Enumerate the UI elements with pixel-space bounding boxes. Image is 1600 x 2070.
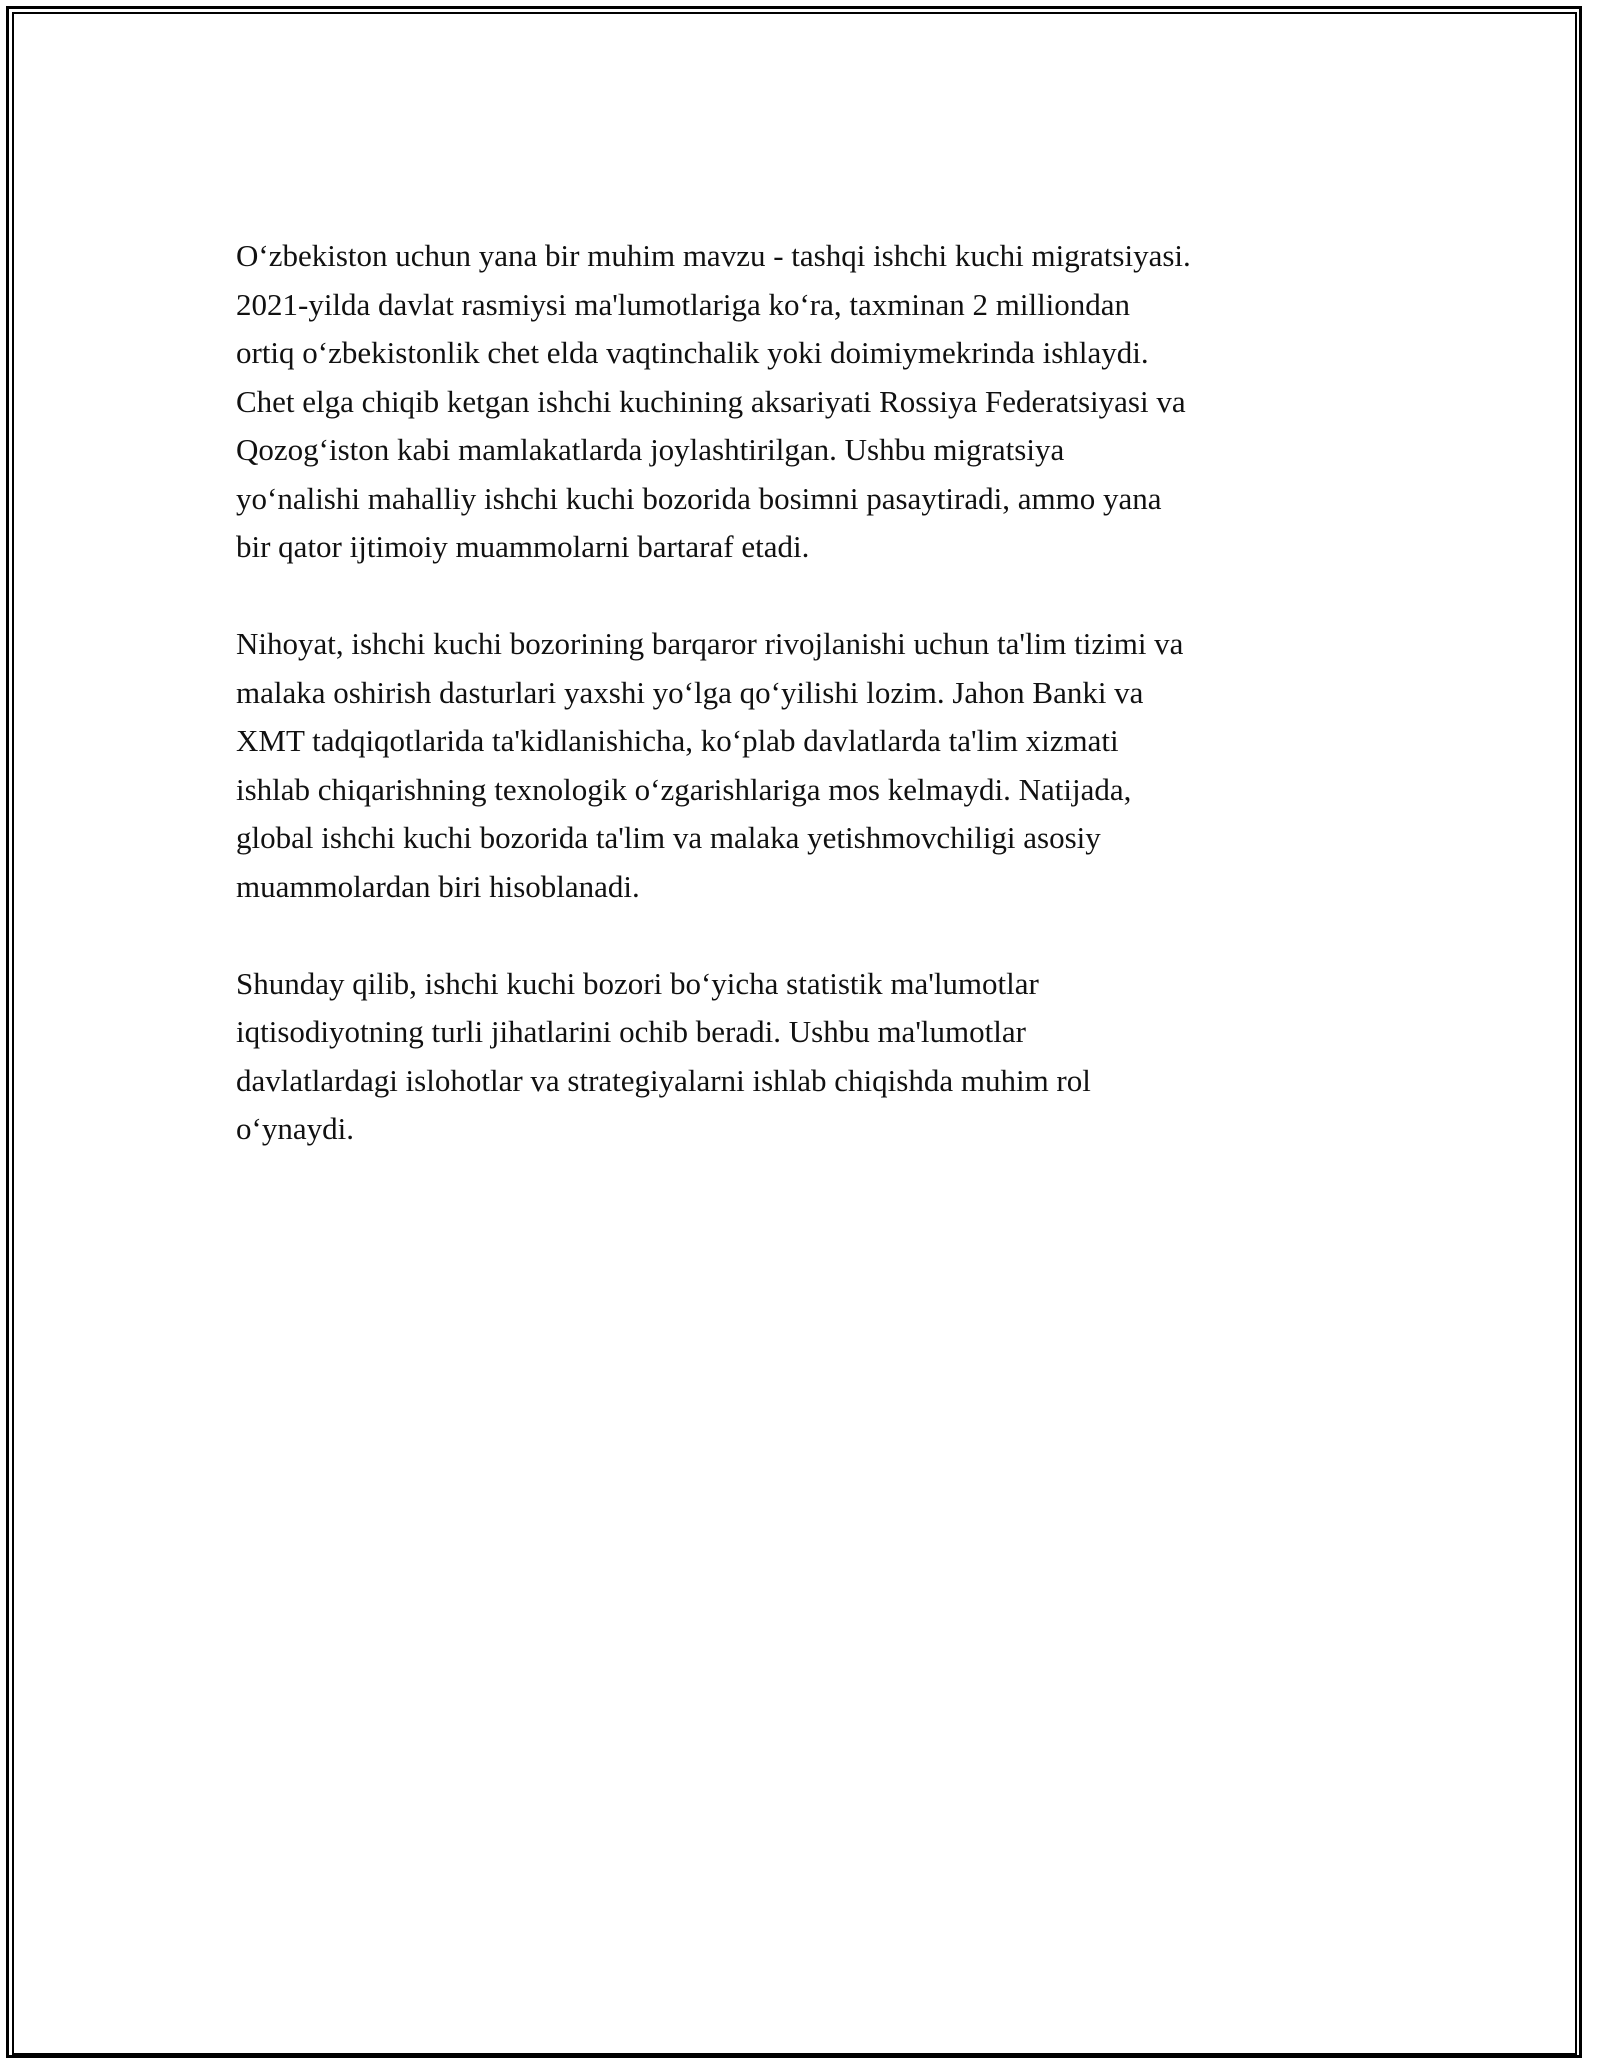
document-body	[236, 232, 1386, 1202]
paragraph-education: Nihoyat, ishchi kuchi bozorining barqaror rivojlanishi uchun ta'lim tizimi va malaka oshirish dasturlari yaxshi yoʻlga qoʻyilishi lozim. Jahon Banki va XMT tadqiqotlarida ta'kidlanishicha, koʻplab davlatlarda ta'lim xizmati ishlab chiqarishning texnologik oʻzgarishlariga mos kelmaydi. Natijada, global ishchi kuchi bozorida ta'lim va malaka yetishmovchiligi asosiy muammolardan biri hisoblanadi.	[236, 626, 1184, 904]
paragraph-migration: Oʻzbekiston uchun yana bir muhim mavzu - tashqi ishchi kuchi migratsiyasi. 2021-yilda davlat rasmiysi ma'lumotlariga koʻra, taxminan 2 milliondan ortiq oʻzbekistonlik chet elda vaqtinchalik yoki doimiymekrinda ishlaydi. Chet elga chiqib ketgan ishchi kuchining aksariyati Rossiya Federatsiyasi va Qozogʻiston kabi mamlakatlarda joylashtirilgan. Ushbu migratsiya yoʻnalishi mahalliy ishchi kuchi bozorida bosimni pasaytiradi, ammo yana bir qator ijtimoiy muammolarni bartaraf etadi.	[236, 238, 1191, 564]
paragraph-conclusion: Shunday qilib, ishchi kuchi bozori boʻyicha statistik ma'lumotlar iqtisodiyotning turli jihatlarini ochib beradi. Ushbu ma'lumotlar davlatlardagi islohotlar va strategiyalarni ishlab chiqishda muhim rol oʻynaydi.	[236, 965, 1091, 1146]
